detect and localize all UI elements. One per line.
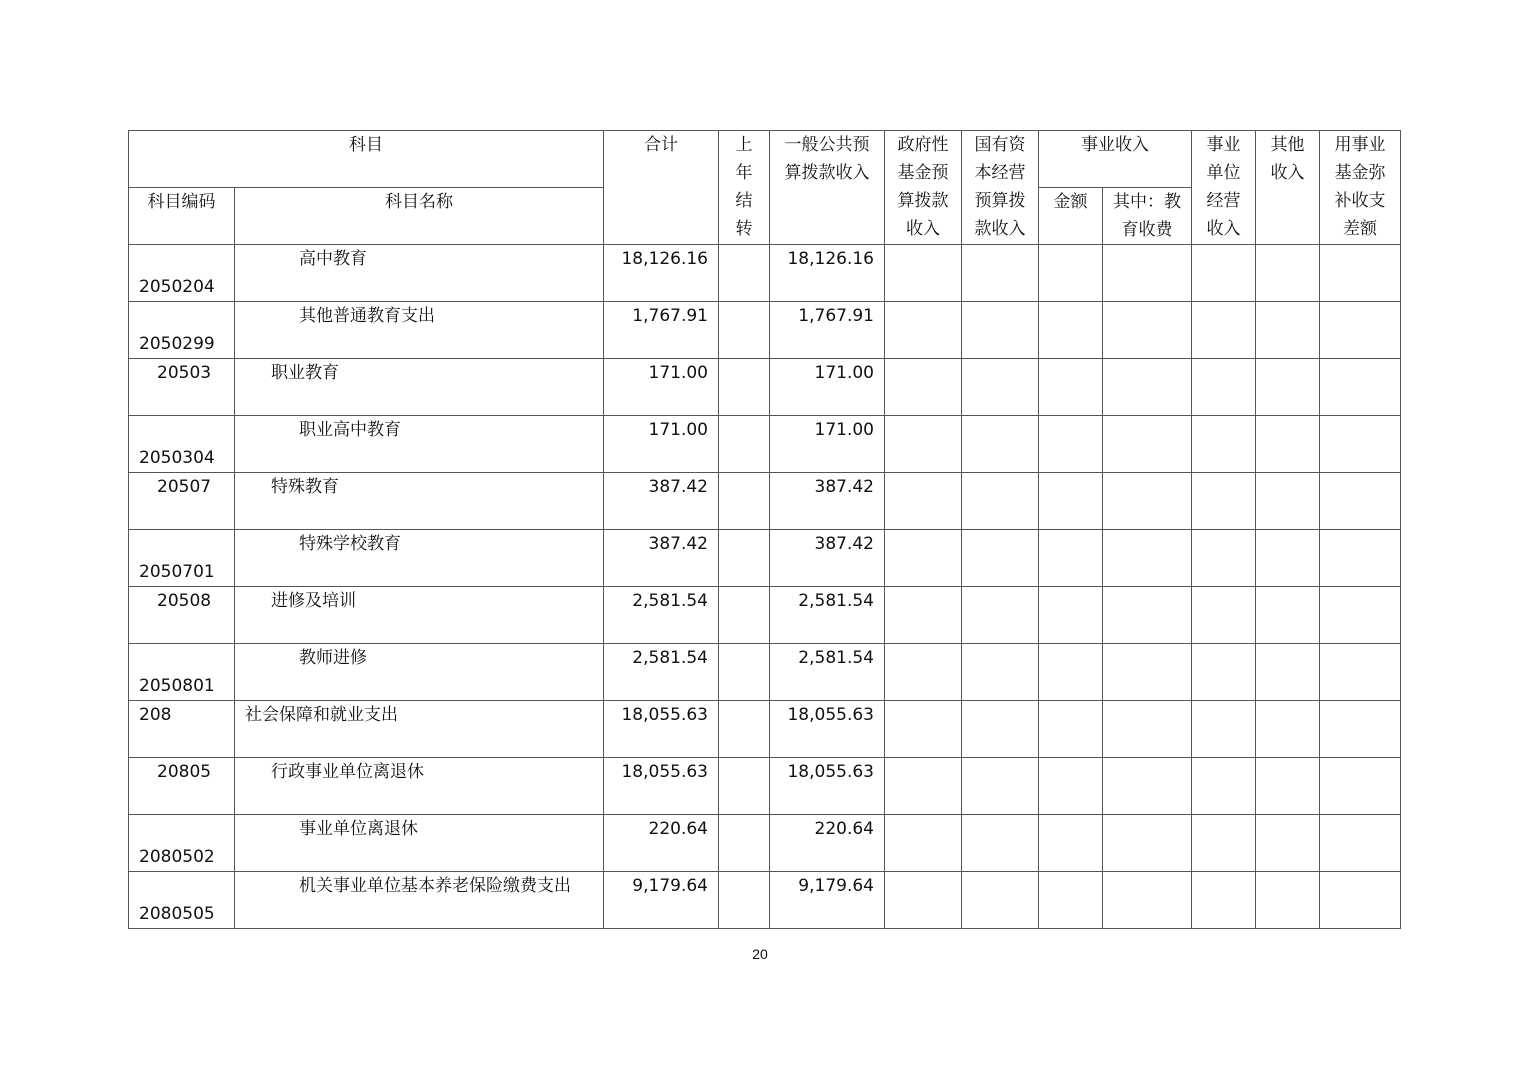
fund-offset-cell: [1320, 359, 1401, 416]
table-row: [129, 359, 1401, 416]
total-cell: 18,055.63: [604, 758, 719, 815]
amount-cell: [1039, 530, 1103, 587]
subject-name-cell: 机关事业单位基本养老保险缴费支出: [235, 872, 604, 929]
table-row: [129, 872, 1401, 929]
other-income-cell: [1256, 815, 1320, 872]
unit-operating-cell: [1192, 245, 1256, 302]
header-state-capital: 国有资 本经营 预算拨 款收入: [962, 131, 1039, 245]
header-other-income: 其他 收入: [1256, 131, 1320, 245]
header-unit-operating: 事业 单位 经营 收入: [1192, 131, 1256, 245]
fund-offset-cell: [1320, 587, 1401, 644]
subject-code-cell: 20503: [129, 359, 235, 416]
other-income-cell: [1256, 587, 1320, 644]
other-income-cell: [1256, 758, 1320, 815]
unit-operating-cell: [1192, 587, 1256, 644]
general-budget-cell: 387.42: [770, 530, 885, 587]
table-row: [129, 644, 1401, 701]
header-edu-fee: 其中：教 育收费: [1103, 188, 1192, 245]
subject-name-cell: 事业单位离退休: [235, 815, 604, 872]
subject-code-cell: 2050204: [129, 245, 235, 302]
carryover-cell: [719, 701, 770, 758]
general-budget-cell: 171.00: [770, 359, 885, 416]
amount-cell: [1039, 359, 1103, 416]
table-row: [129, 302, 1401, 359]
unit-operating-cell: [1192, 872, 1256, 929]
amount-cell: [1039, 587, 1103, 644]
general-budget-cell: 1,767.91: [770, 302, 885, 359]
header-carryover: 上 年 结 转: [719, 131, 770, 245]
amount-cell: [1039, 245, 1103, 302]
subject-code-cell: 20508: [129, 587, 235, 644]
amount-cell: [1039, 473, 1103, 530]
subject-code-cell: 2080502: [129, 815, 235, 872]
budget-table: [128, 130, 1401, 929]
total-cell: 220.64: [604, 815, 719, 872]
subject-name-cell: 特殊学校教育: [235, 530, 604, 587]
total-cell: 9,179.64: [604, 872, 719, 929]
fund-offset-cell: [1320, 758, 1401, 815]
fund-offset-cell: [1320, 701, 1401, 758]
other-income-cell: [1256, 473, 1320, 530]
gov-fund-cell: [885, 359, 962, 416]
state-capital-cell: [962, 758, 1039, 815]
total-cell: 2,581.54: [604, 644, 719, 701]
amount-cell: [1039, 416, 1103, 473]
other-income-cell: [1256, 359, 1320, 416]
subject-name-cell: 行政事业单位离退休: [235, 758, 604, 815]
edu-fee-cell: [1103, 530, 1192, 587]
carryover-cell: [719, 872, 770, 929]
general-budget-cell: 2,581.54: [770, 644, 885, 701]
state-capital-cell: [962, 872, 1039, 929]
total-cell: 171.00: [604, 359, 719, 416]
state-capital-cell: [962, 359, 1039, 416]
edu-fee-cell: [1103, 758, 1192, 815]
table-row: [129, 416, 1401, 473]
gov-fund-cell: [885, 758, 962, 815]
amount-cell: [1039, 872, 1103, 929]
general-budget-cell: 9,179.64: [770, 872, 885, 929]
gov-fund-cell: [885, 587, 962, 644]
edu-fee-cell: [1103, 872, 1192, 929]
amount-cell: [1039, 701, 1103, 758]
general-budget-cell: 220.64: [770, 815, 885, 872]
total-cell: 387.42: [604, 530, 719, 587]
table-row: [129, 587, 1401, 644]
subject-name-cell: 进修及培训: [235, 587, 604, 644]
other-income-cell: [1256, 644, 1320, 701]
unit-operating-cell: [1192, 416, 1256, 473]
other-income-cell: [1256, 872, 1320, 929]
fund-offset-cell: [1320, 644, 1401, 701]
unit-operating-cell: [1192, 644, 1256, 701]
gov-fund-cell: [885, 245, 962, 302]
state-capital-cell: [962, 587, 1039, 644]
state-capital-cell: [962, 302, 1039, 359]
table-row: [129, 815, 1401, 872]
header-total: 合计: [604, 131, 719, 245]
general-budget-cell: 2,581.54: [770, 587, 885, 644]
subject-name-cell: 社会保障和就业支出: [235, 701, 604, 758]
subject-code-cell: 2050701: [129, 530, 235, 587]
gov-fund-cell: [885, 701, 962, 758]
carryover-cell: [719, 644, 770, 701]
gov-fund-cell: [885, 530, 962, 587]
state-capital-cell: [962, 473, 1039, 530]
subject-name-cell: 高中教育: [235, 245, 604, 302]
edu-fee-cell: [1103, 416, 1192, 473]
gov-fund-cell: [885, 872, 962, 929]
gov-fund-cell: [885, 644, 962, 701]
fund-offset-cell: [1320, 245, 1401, 302]
edu-fee-cell: [1103, 587, 1192, 644]
table-row: [129, 530, 1401, 587]
state-capital-cell: [962, 530, 1039, 587]
carryover-cell: [719, 587, 770, 644]
fund-offset-cell: [1320, 872, 1401, 929]
carryover-cell: [719, 245, 770, 302]
unit-operating-cell: [1192, 359, 1256, 416]
other-income-cell: [1256, 701, 1320, 758]
page-number: 20: [752, 946, 768, 962]
general-budget-cell: 171.00: [770, 416, 885, 473]
unit-operating-cell: [1192, 815, 1256, 872]
amount-cell: [1039, 644, 1103, 701]
general-budget-cell: 18,126.16: [770, 245, 885, 302]
other-income-cell: [1256, 302, 1320, 359]
subject-code-cell: 2050299: [129, 302, 235, 359]
carryover-cell: [719, 416, 770, 473]
general-budget-cell: 387.42: [770, 473, 885, 530]
gov-fund-cell: [885, 473, 962, 530]
fund-offset-cell: [1320, 530, 1401, 587]
header-subject: 科目: [129, 131, 604, 188]
subject-code-cell: 2050304: [129, 416, 235, 473]
gov-fund-cell: [885, 416, 962, 473]
carryover-cell: [719, 473, 770, 530]
fund-offset-cell: [1320, 302, 1401, 359]
header-fund-offset: 用事业 基金弥 补收支 差额: [1320, 131, 1401, 245]
unit-operating-cell: [1192, 758, 1256, 815]
subject-code-cell: 20805: [129, 758, 235, 815]
other-income-cell: [1256, 245, 1320, 302]
amount-cell: [1039, 758, 1103, 815]
table-row: [129, 701, 1401, 758]
carryover-cell: [719, 815, 770, 872]
edu-fee-cell: [1103, 359, 1192, 416]
fund-offset-cell: [1320, 473, 1401, 530]
total-cell: 18,126.16: [604, 245, 719, 302]
subject-code-cell: 208: [129, 701, 235, 758]
gov-fund-cell: [885, 302, 962, 359]
subject-code-cell: 2080505: [129, 872, 235, 929]
subject-name-cell: 教师进修: [235, 644, 604, 701]
total-cell: 387.42: [604, 473, 719, 530]
subject-name-cell: 职业教育: [235, 359, 604, 416]
subject-code-cell: 20507: [129, 473, 235, 530]
table-row: [129, 245, 1401, 302]
subject-name-cell: 其他普通教育支出: [235, 302, 604, 359]
unit-operating-cell: [1192, 302, 1256, 359]
general-budget-cell: 18,055.63: [770, 758, 885, 815]
carryover-cell: [719, 359, 770, 416]
amount-cell: [1039, 302, 1103, 359]
edu-fee-cell: [1103, 245, 1192, 302]
table-row: [129, 758, 1401, 815]
edu-fee-cell: [1103, 302, 1192, 359]
subject-name-cell: 职业高中教育: [235, 416, 604, 473]
header-gov-fund: 政府性 基金预 算拨款 收入: [885, 131, 962, 245]
fund-offset-cell: [1320, 416, 1401, 473]
header-amount: 金额: [1039, 188, 1103, 245]
unit-operating-cell: [1192, 473, 1256, 530]
header-business-income: 事业收入: [1039, 131, 1192, 188]
amount-cell: [1039, 815, 1103, 872]
header-general-budget: 一般公共预 算拨款收入: [770, 131, 885, 245]
state-capital-cell: [962, 644, 1039, 701]
edu-fee-cell: [1103, 701, 1192, 758]
header-subject-code: 科目编码: [129, 188, 235, 245]
state-capital-cell: [962, 416, 1039, 473]
fund-offset-cell: [1320, 815, 1401, 872]
carryover-cell: [719, 758, 770, 815]
subject-name-cell: 特殊教育: [235, 473, 604, 530]
edu-fee-cell: [1103, 473, 1192, 530]
total-cell: 2,581.54: [604, 587, 719, 644]
unit-operating-cell: [1192, 701, 1256, 758]
carryover-cell: [719, 530, 770, 587]
state-capital-cell: [962, 245, 1039, 302]
header-subject-name: 科目名称: [235, 188, 604, 245]
subject-code-cell: 2050801: [129, 644, 235, 701]
other-income-cell: [1256, 416, 1320, 473]
edu-fee-cell: [1103, 815, 1192, 872]
carryover-cell: [719, 302, 770, 359]
other-income-cell: [1256, 530, 1320, 587]
state-capital-cell: [962, 815, 1039, 872]
general-budget-cell: 18,055.63: [770, 701, 885, 758]
edu-fee-cell: [1103, 644, 1192, 701]
total-cell: 18,055.63: [604, 701, 719, 758]
table-row: [129, 473, 1401, 530]
total-cell: 1,767.91: [604, 302, 719, 359]
unit-operating-cell: [1192, 530, 1256, 587]
state-capital-cell: [962, 701, 1039, 758]
total-cell: 171.00: [604, 416, 719, 473]
gov-fund-cell: [885, 815, 962, 872]
